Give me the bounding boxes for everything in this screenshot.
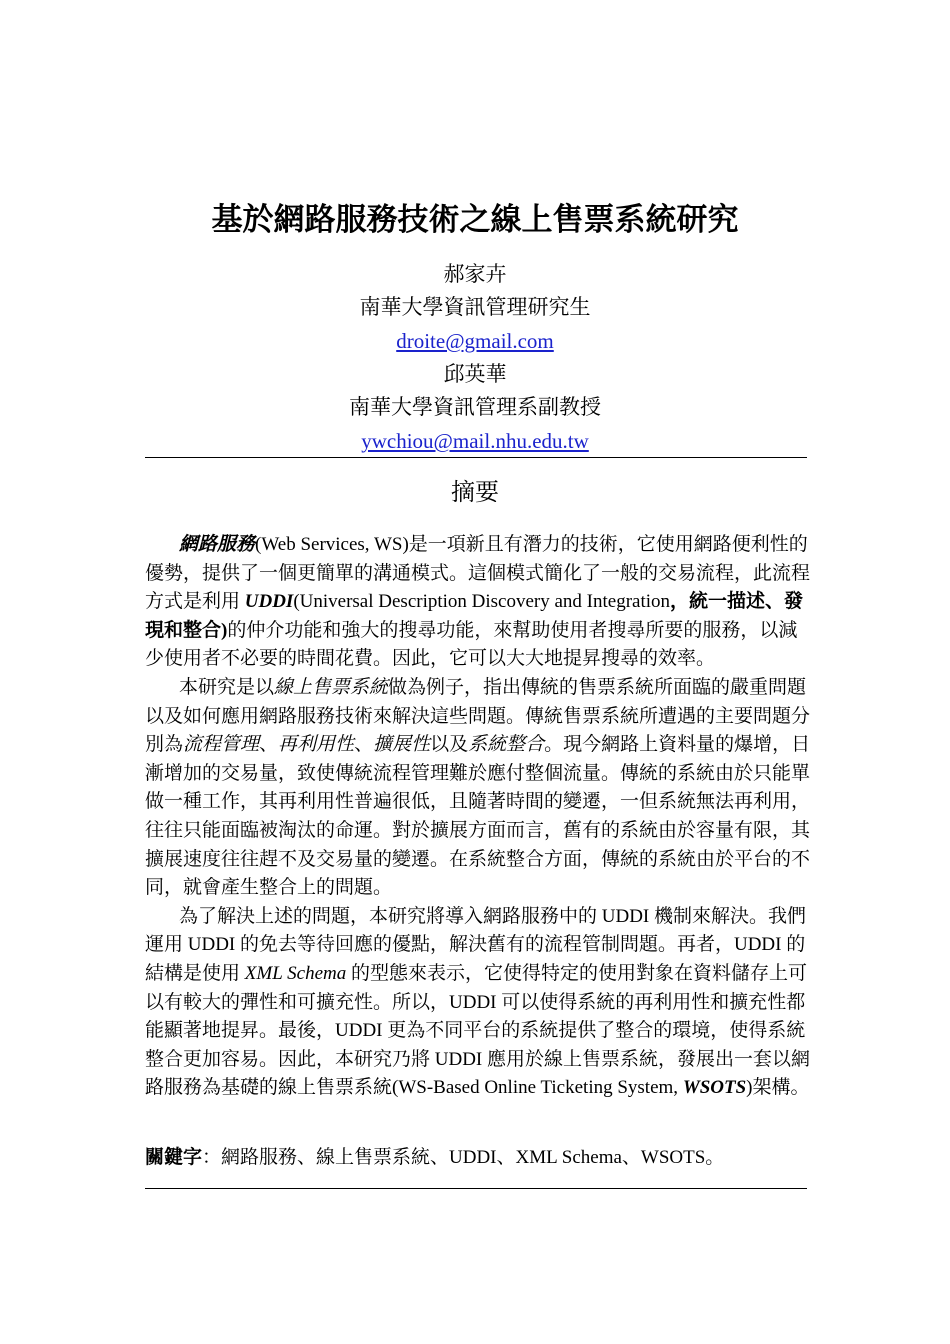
abstract-paragraph bbox=[145, 903, 813, 1103]
term-xml-schema: XML Schema bbox=[244, 962, 347, 984]
abstract-paragraph bbox=[145, 674, 813, 903]
keywords-text: ：網路服務、線上售票系統、UDDI、XML Schema、WSOTS。 bbox=[202, 1147, 725, 1168]
abstract-heading: 摘要 bbox=[451, 480, 499, 506]
author-email-link[interactable]: droite@gmail.com bbox=[396, 329, 554, 353]
keywords-label: 關鍵字 bbox=[145, 1147, 203, 1168]
paragraph-text: 本研究是以 bbox=[179, 676, 275, 698]
divider-bottom bbox=[145, 1188, 807, 1189]
paragraph-text: 的仲介功能和強大的搜尋功能，來幫助使用者搜尋所要的服務，以減少使用者不必要的時間花費。因此，它可以大大地提昇搜尋的效率。 bbox=[145, 619, 798, 670]
paragraph-text: 的型態來表示，它使得特定的使用對象在資料儲存上可以有較大的彈性和可擴充性。所以，UDDI 可以使得系統的再利用性和擴充性都能顯著地提昇。最後，UDDI 更為不同平台的系統提供了整合的環境，使得系統整合更加容易。因此，本研究乃將 UDDI 應用於線上售票系統，發展出一套以網路服務為基礎的線上售票系統(WS-Based Online Ticketing System, bbox=[145, 962, 810, 1099]
author-block bbox=[0, 258, 950, 458]
term-uddi-chinese: ，統一描述、發現和整合) bbox=[145, 591, 804, 641]
author-name: 郝家卉 bbox=[443, 262, 507, 286]
abstract-paragraph bbox=[145, 531, 813, 674]
paragraph-text: (Web Services, WS)是一項新且有潛力的技術，它使用網路便利性的優勢，提供了一個更簡單的溝通模式。這個模式簡化了一般的交易流程，此流程方式是利用 bbox=[145, 534, 811, 613]
paragraph-text: 、 bbox=[354, 734, 374, 756]
term-wsots: WSOTS bbox=[682, 1077, 747, 1099]
paragraph-text: (Universal Description Discovery and Integration bbox=[293, 591, 671, 613]
keywords-line bbox=[145, 1144, 813, 1172]
term-web-services: 網路服務 bbox=[179, 534, 256, 555]
paragraph-text: )架構。 bbox=[746, 1077, 810, 1099]
paper-title: 基於網路服務技術之線上售票系統研究 bbox=[211, 202, 739, 237]
paragraph-text: 做為例子，指出傳統的售票系統所面臨的嚴重問題以及如何應用網路服務技術來解決這些問題。傳統售票系統所遭遇的主要問題分別為 bbox=[145, 676, 811, 756]
term-process-management: 流程管理 bbox=[183, 734, 260, 756]
paragraph-text: 、 bbox=[259, 734, 279, 756]
term-extensibility: 擴展性 bbox=[373, 734, 431, 756]
paragraph-text: 。現今網路上資料量的爆增，日漸增加的交易量，致使傳統流程管理難於應付整個流量。傳統的系統由於只能單做一種工作，其再利用性普遍很低，且隨著時間的變遷，一但系統無法再利用，往往只能面臨被淘汰的命運。對於擴展方面而言，舊有的系統由於容量有限，其擴展速度往往趕不及交易量的變遷。在系統整合方面，傳統的系統由於平台的不同，就會產生整合上的問題。 bbox=[145, 734, 811, 899]
author-affiliation: 南華大學資訊管理研究生 bbox=[359, 295, 591, 319]
author-affiliation: 南華大學資訊管理系副教授 bbox=[349, 395, 601, 419]
term-reusability: 再利用性 bbox=[278, 734, 355, 756]
term-system-integration: 系統整合 bbox=[468, 734, 545, 756]
paragraph-text: 以及 bbox=[430, 734, 469, 756]
abstract-body bbox=[145, 531, 813, 1103]
author-email-link[interactable]: ywchiou@mail.nhu.edu.tw bbox=[361, 429, 589, 453]
paragraph-text: 為了解決上述的問題，本研究將導入網路服務中的 UDDI 機制來解決。我們運用 UDDI 的免去等待回應的優點，解決舊有的流程管制問題。再者，UDDI 的結構是使用 bbox=[145, 905, 806, 984]
term-online-ticketing: 線上售票系統 bbox=[274, 676, 389, 698]
divider-top bbox=[145, 457, 807, 458]
term-uddi: UDDI bbox=[244, 591, 294, 613]
author-name: 邱英華 bbox=[443, 362, 507, 386]
